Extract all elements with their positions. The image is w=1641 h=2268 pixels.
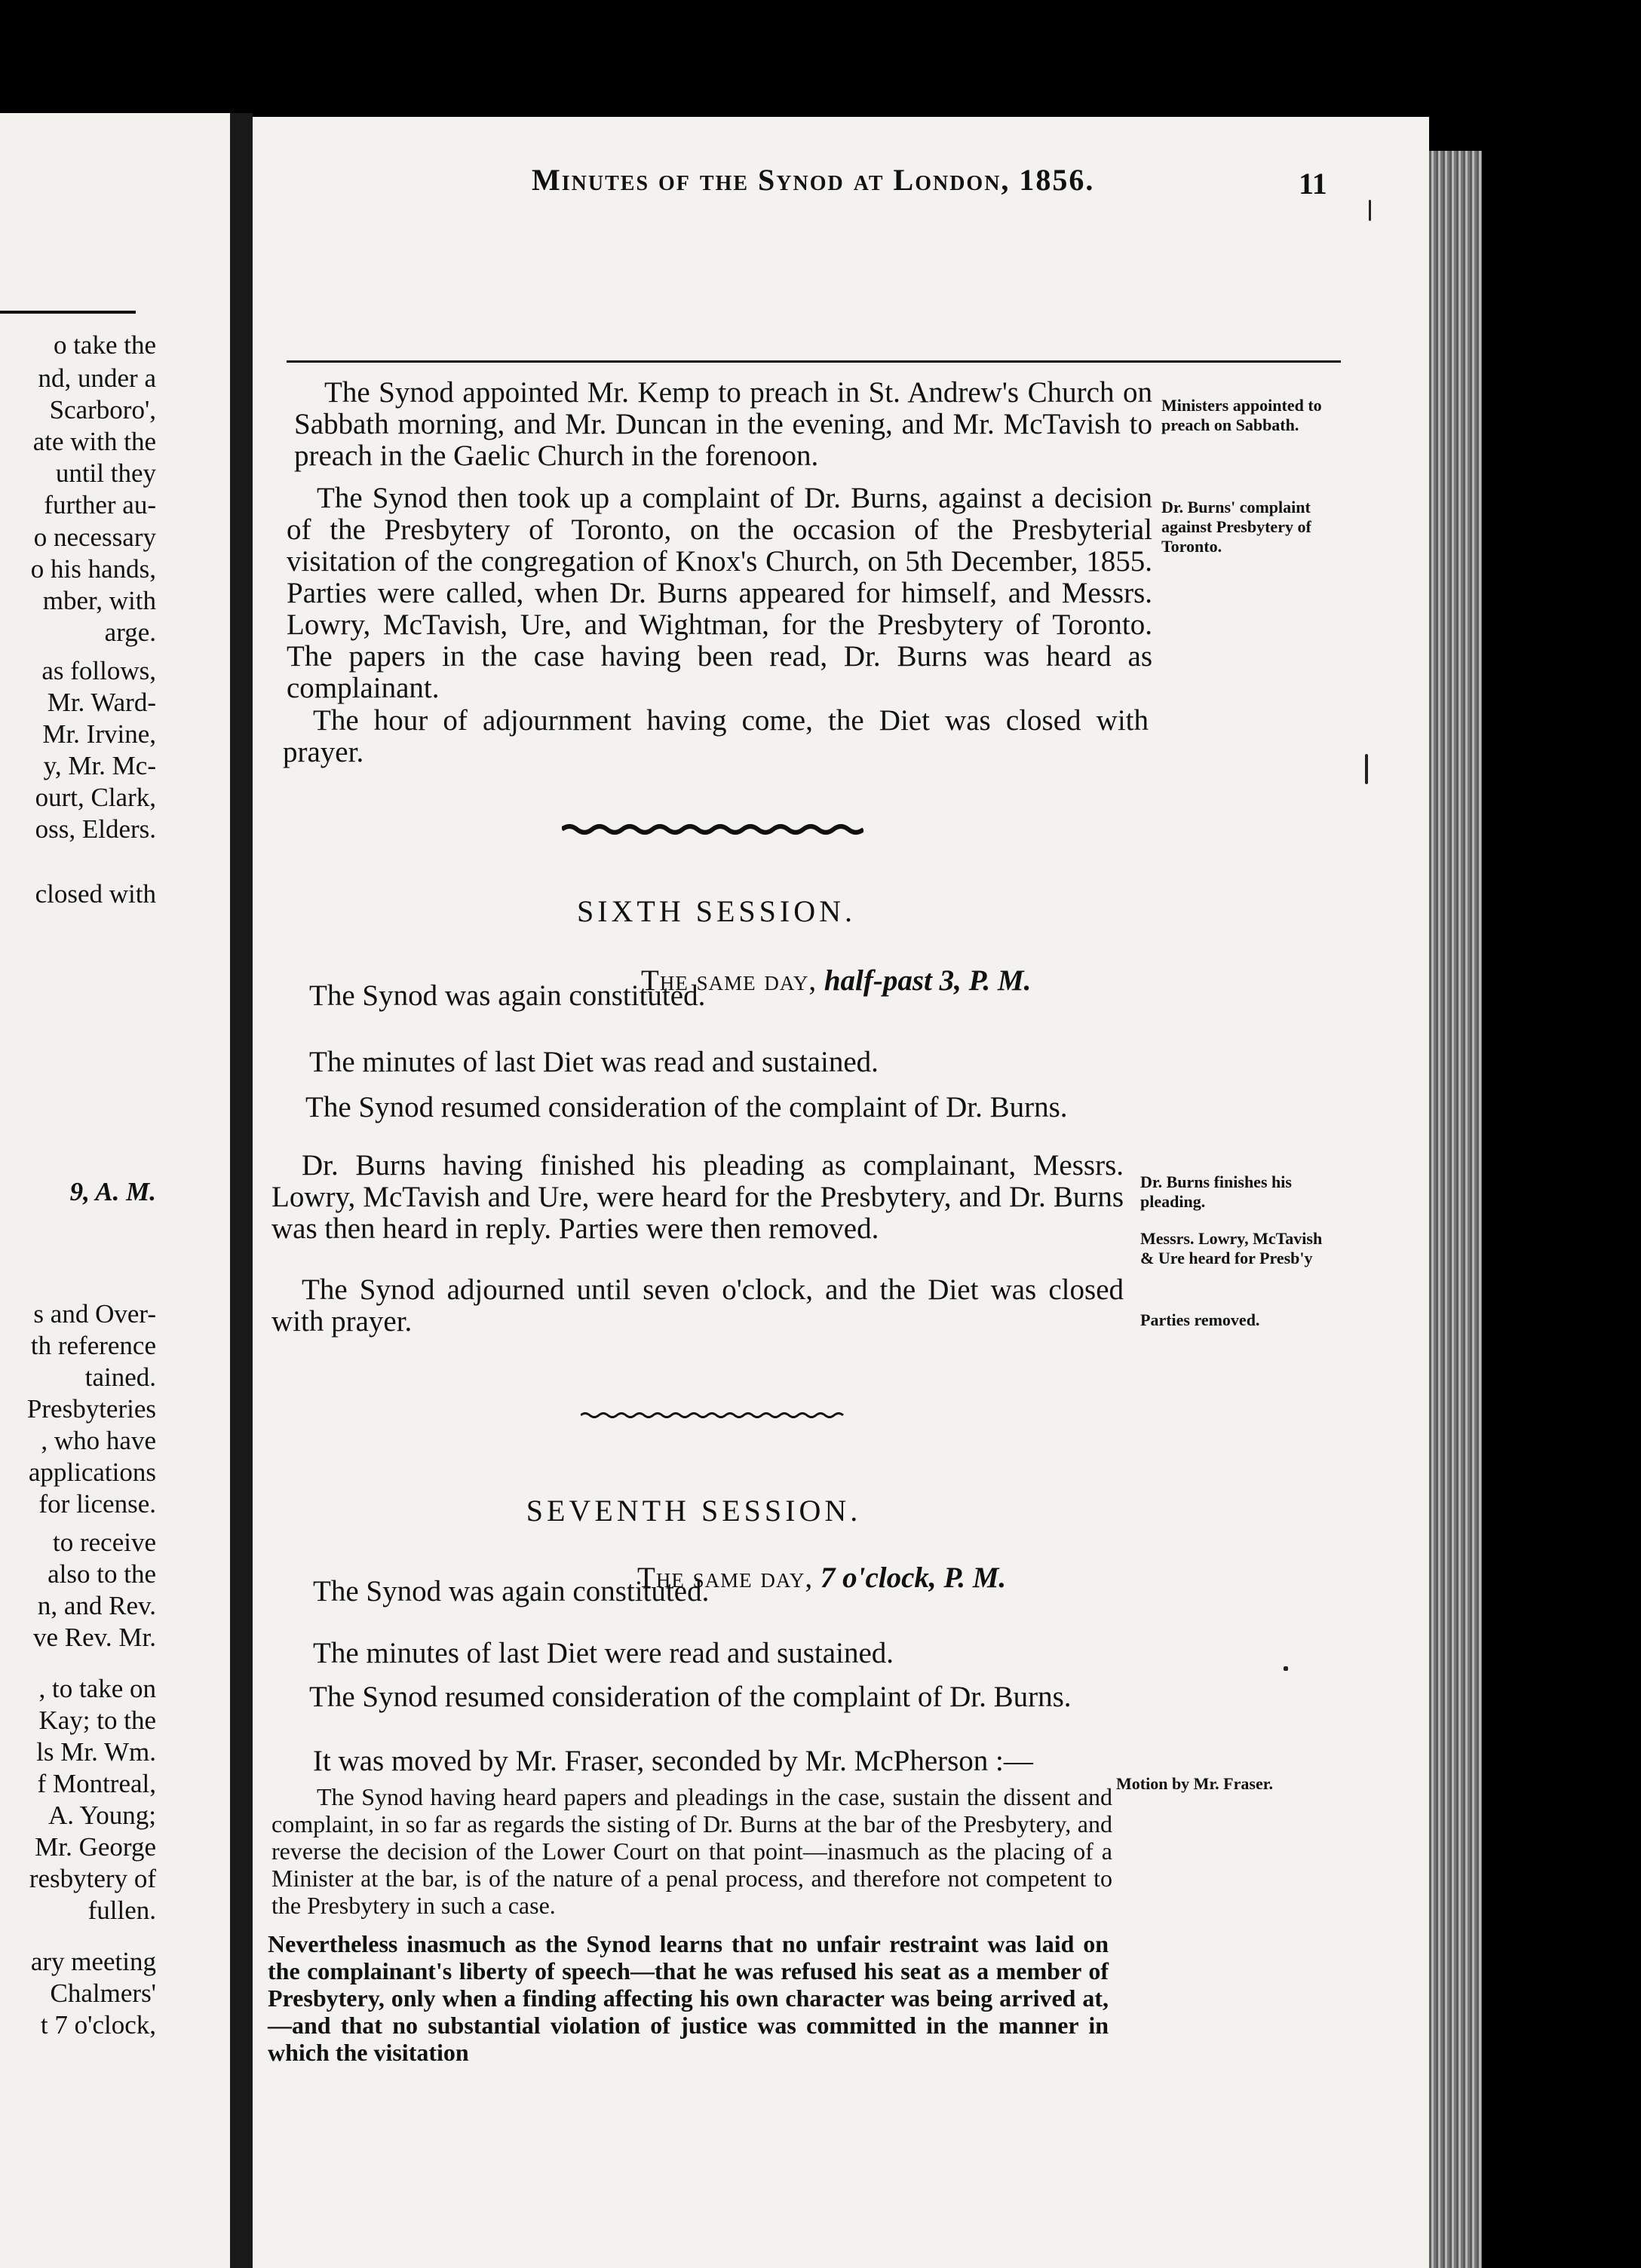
paragraph-sixth-minutes: The minutes of last Diet was read and sustained. xyxy=(309,1046,879,1078)
left-page-line: ls Mr. Wm. xyxy=(36,1737,156,1767)
left-page-line: applications xyxy=(28,1457,156,1487)
paragraph-sixth-constituted: The Synod was again constituted. xyxy=(309,979,706,1012)
left-page-line: Scarboro', xyxy=(49,395,156,424)
paragraph-motion-intro: It was moved by Mr. Fraser, seconded by Mr. McPherson :— xyxy=(313,1745,1033,1777)
paragraph-motion-continued: Nevertheless inasmuch as the Synod learns that no unfair restraint was laid on the complainant's liberty of speech—that he was refused his seat as a member of Presbytery, only when a finding affecting his own character was being arrived at,—and that no substantial violation of justice was committed in the manner in which the visitation xyxy=(268,1930,1109,2066)
margin-note-pleading: Dr. Burns finishes his pleading. xyxy=(1140,1172,1292,1211)
left-page-line: Mr. Ward- xyxy=(47,688,156,717)
seventh-session-date-label: The same day, xyxy=(637,1562,814,1594)
paragraph-pleading: Dr. Burns having finished his pleading as complainant, Messrs. Lowry, McTavish and Ure, were heard for the Presbytery, and Dr. Burns was then heard in reply. Parties were then removed. xyxy=(271,1149,1124,1245)
margin-note-removed: Parties removed. xyxy=(1140,1310,1260,1329)
left-page-line: o take the xyxy=(53,330,156,360)
left-page-line: Mr. Irvine, xyxy=(42,719,156,749)
paragraph-seventh-minutes: The minutes of last Diet were read and sustained. xyxy=(313,1637,894,1669)
left-page-rule xyxy=(0,311,136,314)
left-page-line: Mr. George xyxy=(35,1832,156,1862)
paragraph-sixth-resumed: The Synod resumed consideration of the complaint of Dr. Burns. xyxy=(305,1091,1068,1123)
left-page-line: s and Over- xyxy=(33,1299,156,1329)
left-page-line: t 7 o'clock, xyxy=(40,2010,156,2040)
left-page-line: y, Mr. Mc- xyxy=(43,751,156,780)
running-header xyxy=(532,162,1587,198)
margin-note-ministers: Ministers appointed to preach on Sabbath. xyxy=(1161,396,1322,434)
left-page-line: ary meeting xyxy=(30,1947,156,1976)
left-page-fragment xyxy=(0,113,230,2268)
sixth-session-date-time: half-past 3, P. M. xyxy=(824,964,1032,997)
margin-note-heard: Messrs. Lowry, McTavish & Ure heard for Presb'y xyxy=(1140,1229,1323,1267)
left-page-line: o his hands, xyxy=(30,554,156,584)
left-page-line: arge. xyxy=(104,618,156,647)
paragraph-seventh-resumed: The Synod resumed consideration of the complaint of Dr. Burns. xyxy=(309,1681,1072,1713)
paragraph-sixth-adjourned: The Synod adjourned until seven o'clock, and the Diet was closed with prayer. xyxy=(271,1273,1124,1338)
paragraph-complaint: The Synod then took up a complaint of Dr. Burns, against a decision of the Presbytery of Toronto, on the occasion of the Presbyterial visitation of the congregation of Knox's Church, on 5th December, 1855. Parties were called, when Dr. Burns appeared for himself, and Messrs. Lowry, McTavish, Ure, and Wightman, for the Presbytery of Toronto. The papers in the case having been read, Dr. Burns was heard as complainant. xyxy=(287,482,1152,704)
page-speck xyxy=(1365,754,1368,784)
session-divider-ornament-2 xyxy=(581,1410,845,1421)
left-page-line: 9, A. M. xyxy=(69,1177,156,1206)
paragraph-preachers: The Synod appointed Mr. Kemp to preach in St. Andrew's Church on Sabbath morning, and Mr. Duncan in the evening, and Mr. McTavish to preach in the Gaelic Church in the forenoon. xyxy=(294,376,1152,472)
left-page-line: ve Rev. Mr. xyxy=(33,1623,156,1652)
left-page-line: n, and Rev. xyxy=(37,1591,156,1620)
left-page-line: fullen. xyxy=(87,1896,156,1925)
left-page-line: Presbyteries xyxy=(26,1394,156,1424)
left-page-line: o necessary xyxy=(33,523,156,552)
sixth-session-title: SIXTH SESSION. xyxy=(576,894,857,928)
left-page-line: for license. xyxy=(38,1489,156,1519)
left-page-line: until they xyxy=(55,458,156,488)
page-number: 11 xyxy=(1299,167,1327,201)
page-edges xyxy=(1429,151,1482,2268)
margin-note-complaint: Dr. Burns' complaint against Presbytery of Toronto. xyxy=(1161,498,1311,556)
seventh-session-date-time: 7 o'clock, P. M. xyxy=(820,1562,1007,1594)
left-page-line: A. Young; xyxy=(48,1801,156,1830)
left-page-line: th reference xyxy=(30,1331,156,1360)
left-page-line: closed with xyxy=(35,879,156,909)
session-divider-ornament xyxy=(562,822,863,837)
left-page-line: oss, Elders. xyxy=(35,814,156,844)
paragraph-motion-text: The Synod having heard papers and pleadings in the case, sustain the dissent and complaint, in so far as regards the sisting of Dr. Burns at the bar of the Presbytery, and reverse the decision of the Lower Court on that point—inasmuch as the placing of a Minister at the bar, is of the nature of a penal process, and therefore not competent to the Presbytery in such a case. xyxy=(271,1783,1112,1919)
left-page-line: ate with the xyxy=(32,427,156,456)
left-page-line: Chalmers' xyxy=(50,1978,156,2008)
seventh-session-title: SEVENTH SESSION. xyxy=(526,1494,862,1528)
left-page-line: to receive xyxy=(53,1528,156,1557)
left-page-line: , who have xyxy=(41,1426,156,1455)
header-rule xyxy=(287,360,1341,363)
left-page-line: tained. xyxy=(84,1362,156,1392)
sixth-session-date-label: The same day, xyxy=(641,964,817,997)
left-page-line: , to take on xyxy=(38,1674,156,1703)
left-page-line: ourt, Clark, xyxy=(35,783,156,812)
paragraph-seventh-constituted: The Synod was again constituted. xyxy=(313,1575,710,1608)
left-page-line: Kay; to the xyxy=(38,1706,156,1735)
left-page-line: f Montreal, xyxy=(37,1769,156,1798)
page-speck xyxy=(1284,1666,1288,1671)
left-page-line: nd, under a xyxy=(38,363,156,393)
left-page-line: resbytery of xyxy=(29,1864,156,1893)
left-page-line: further au- xyxy=(44,490,156,519)
paragraph-adjournment: The hour of adjournment having come, the Diet was closed with prayer. xyxy=(283,704,1149,768)
margin-note-motion: Motion by Mr. Fraser. xyxy=(1116,1774,1273,1793)
left-page-line: also to the xyxy=(48,1559,156,1589)
page-speck xyxy=(1369,200,1371,221)
left-page-line: mber, with xyxy=(42,586,156,615)
book-gutter xyxy=(230,113,253,2268)
running-header-title: Minutes of the Synod at London, 1856. xyxy=(532,163,1095,197)
left-page-line: as follows, xyxy=(41,656,156,685)
